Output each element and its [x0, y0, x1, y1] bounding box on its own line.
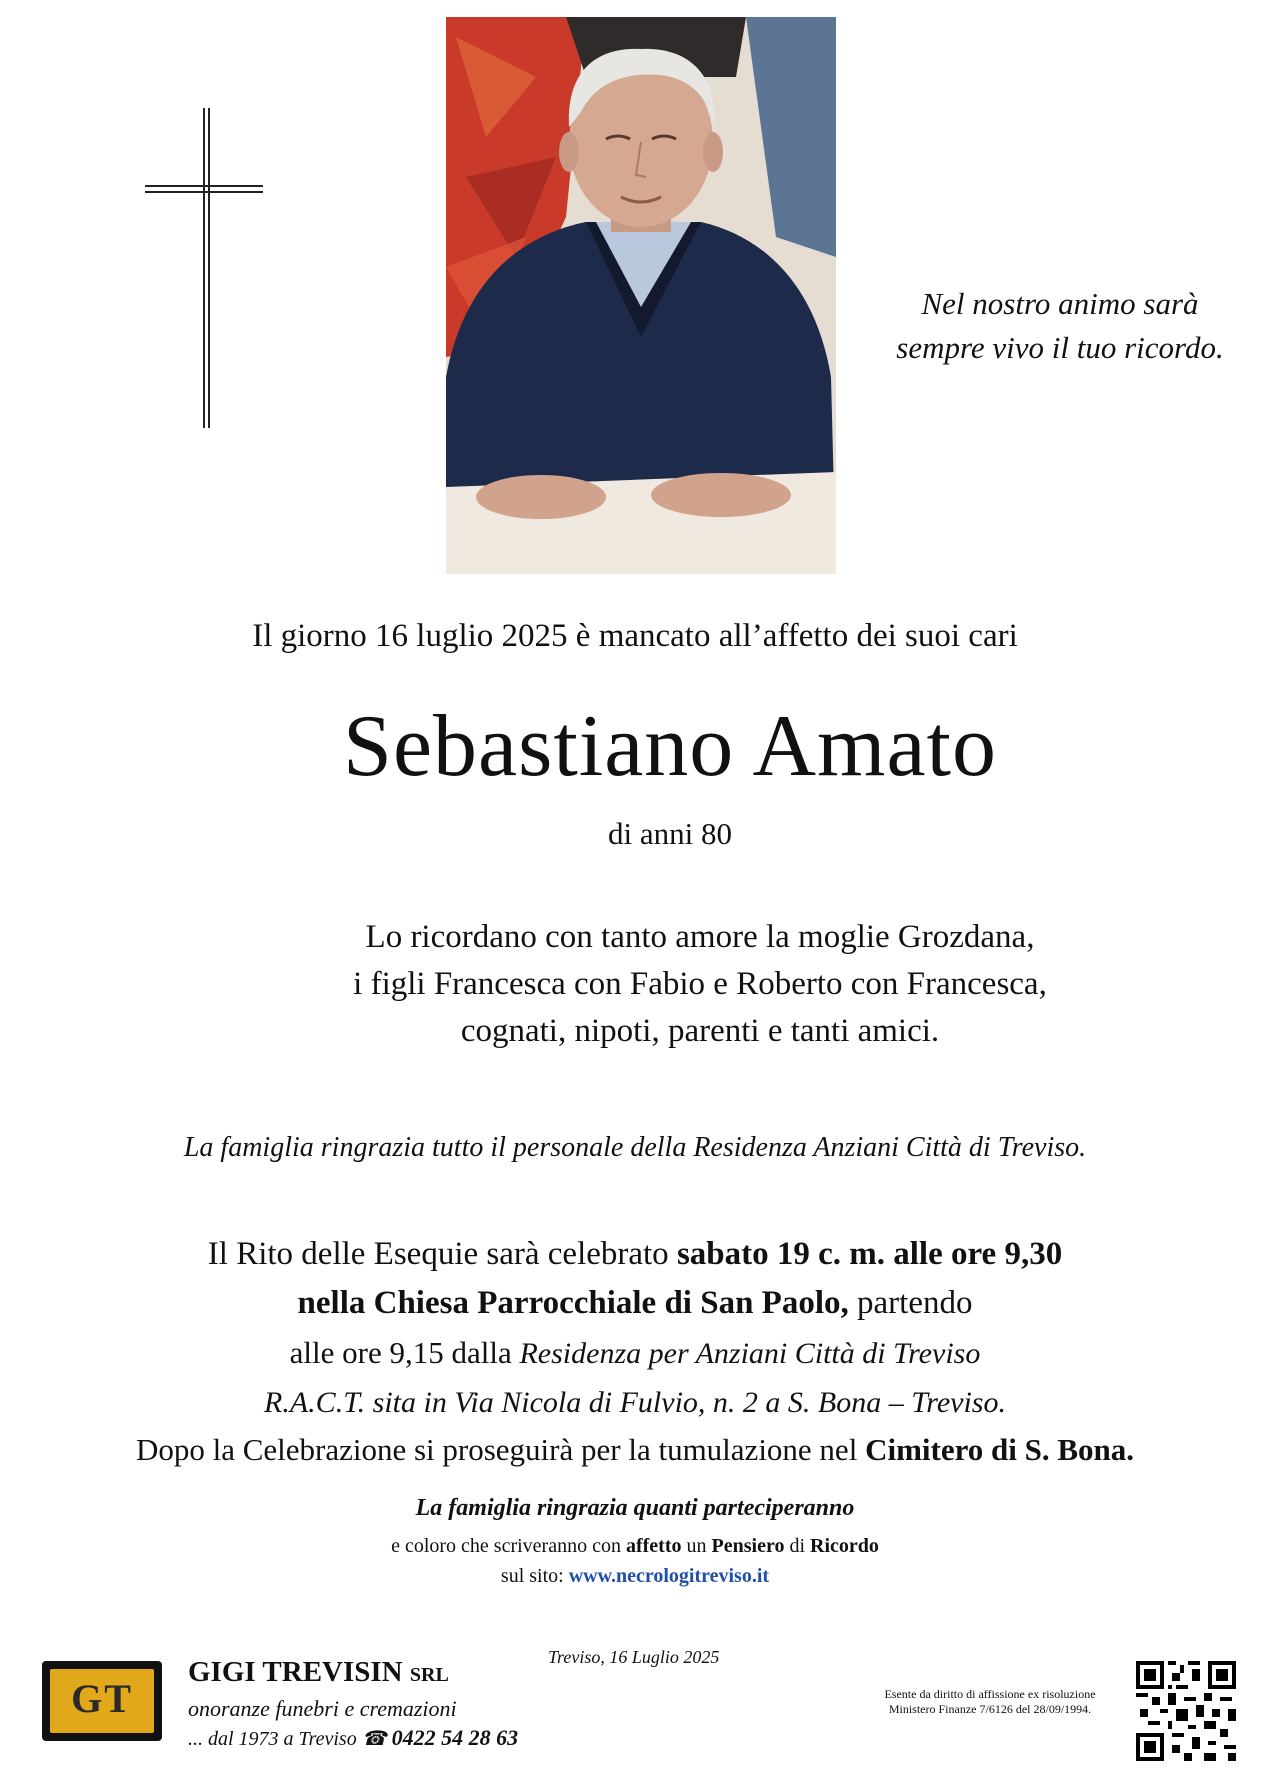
deceased-name: Sebastiano Amato	[343, 698, 997, 795]
company-logo	[42, 1661, 162, 1741]
company-tagline: onoranze funebri e cremazioni	[188, 1696, 457, 1721]
burial-cemetery: Cimitero di S. Bona.	[865, 1432, 1135, 1467]
funeral-details	[0, 1230, 1270, 1427]
funeral-church: nella Chiesa Parrocchiale di San Paolo,	[297, 1285, 849, 1321]
phone-icon: ☎	[361, 1728, 387, 1750]
family-mourners	[0, 914, 1270, 1055]
company-name	[188, 1656, 449, 1689]
funeral-line-3	[0, 1328, 1270, 1378]
company-since-text: ... dal 1973 a Treviso	[188, 1728, 357, 1750]
write-text-f: Ricordo	[810, 1535, 879, 1557]
funeral-residence: Residenza per Anziani Città di Treviso	[519, 1337, 981, 1370]
memorial-quote	[880, 282, 1240, 370]
family-line-1: Lo ricordano con tanto amore la moglie Grozdana,	[365, 919, 1035, 955]
company-since	[188, 1725, 518, 1751]
company-logo-inner	[50, 1669, 154, 1733]
funeral-line-2	[0, 1279, 1270, 1328]
write-text-c: un	[681, 1535, 712, 1557]
burial-text: Dopo la Celebrazione si proseguirà per la tumulazione nel	[135, 1432, 866, 1467]
family-line-3: cognati, nipoti, parenti e tanti amici.	[460, 1013, 940, 1049]
tax-exemption-note	[870, 1687, 1110, 1717]
thanks-attendees: La famiglia ringrazia quanti parteciperanno	[415, 1495, 855, 1521]
burial-info	[0, 1432, 1270, 1468]
deceased-age: di anni 80	[608, 816, 732, 851]
portrait-photo	[446, 17, 836, 574]
website-link[interactable]: www.necrologitreviso.it	[568, 1565, 770, 1587]
thanks-staff-note: La famiglia ringrazia tutto il personale della Residenza Anziani Città di Treviso.	[183, 1132, 1087, 1163]
quote-line-2: sempre vivo il tuo ricordo.	[896, 330, 1224, 365]
funeral-departing: partendo	[848, 1285, 973, 1321]
write-text-e: di	[784, 1535, 811, 1557]
write-text-a: e coloro che scriveranno con	[391, 1535, 626, 1557]
qr-code-icon[interactable]	[1136, 1661, 1236, 1761]
company-phone: 0422 54 28 63	[391, 1725, 519, 1750]
company-name-text: GIGI TREVISIN	[188, 1656, 403, 1688]
funeral-departure-time: alle ore 9,15 dalla	[289, 1335, 520, 1370]
website-label: sul sito:	[500, 1565, 569, 1587]
death-announcement: Il giorno 16 luglio 2025 è mancato all’affetto dei suoi cari	[252, 618, 1018, 654]
write-text-d: Pensiero	[711, 1535, 785, 1557]
funeral-address: R.A.C.T. sita in Via Nicola di Fulvio, n. 2 a S. Bona – Treviso.	[264, 1386, 1006, 1419]
cross-icon-horizontal-2	[145, 191, 263, 193]
company-logo-text: GT	[71, 1676, 133, 1721]
quote-line-1: Nel nostro animo sarà	[921, 286, 1199, 321]
funeral-line-1	[0, 1230, 1270, 1279]
write-thought-note	[0, 1535, 1270, 1558]
cross-icon-vertical-1	[203, 108, 205, 428]
cross-icon-vertical-2	[208, 108, 210, 428]
write-text-b: affetto	[625, 1535, 682, 1557]
website-line	[0, 1565, 1270, 1588]
family-line-2: i figli Francesca con Fabio e Roberto con Francesca,	[353, 966, 1047, 1002]
funeral-date-time: sabato 19 c. m. alle ore 9,30	[676, 1236, 1063, 1272]
exempt-line-2: Ministero Finanze 7/6126 del 28/09/1994.	[888, 1702, 1092, 1716]
cross-icon-horizontal-1	[145, 185, 263, 187]
company-suffix: SRL	[409, 1664, 449, 1686]
notice-date: Treviso, 16 Luglio 2025	[548, 1647, 720, 1667]
exempt-line-1: Esente da diritto di affissione ex risoluzione	[884, 1687, 1096, 1701]
funeral-rite-text: Il Rito delle Esequie sarà celebrato	[207, 1236, 677, 1272]
